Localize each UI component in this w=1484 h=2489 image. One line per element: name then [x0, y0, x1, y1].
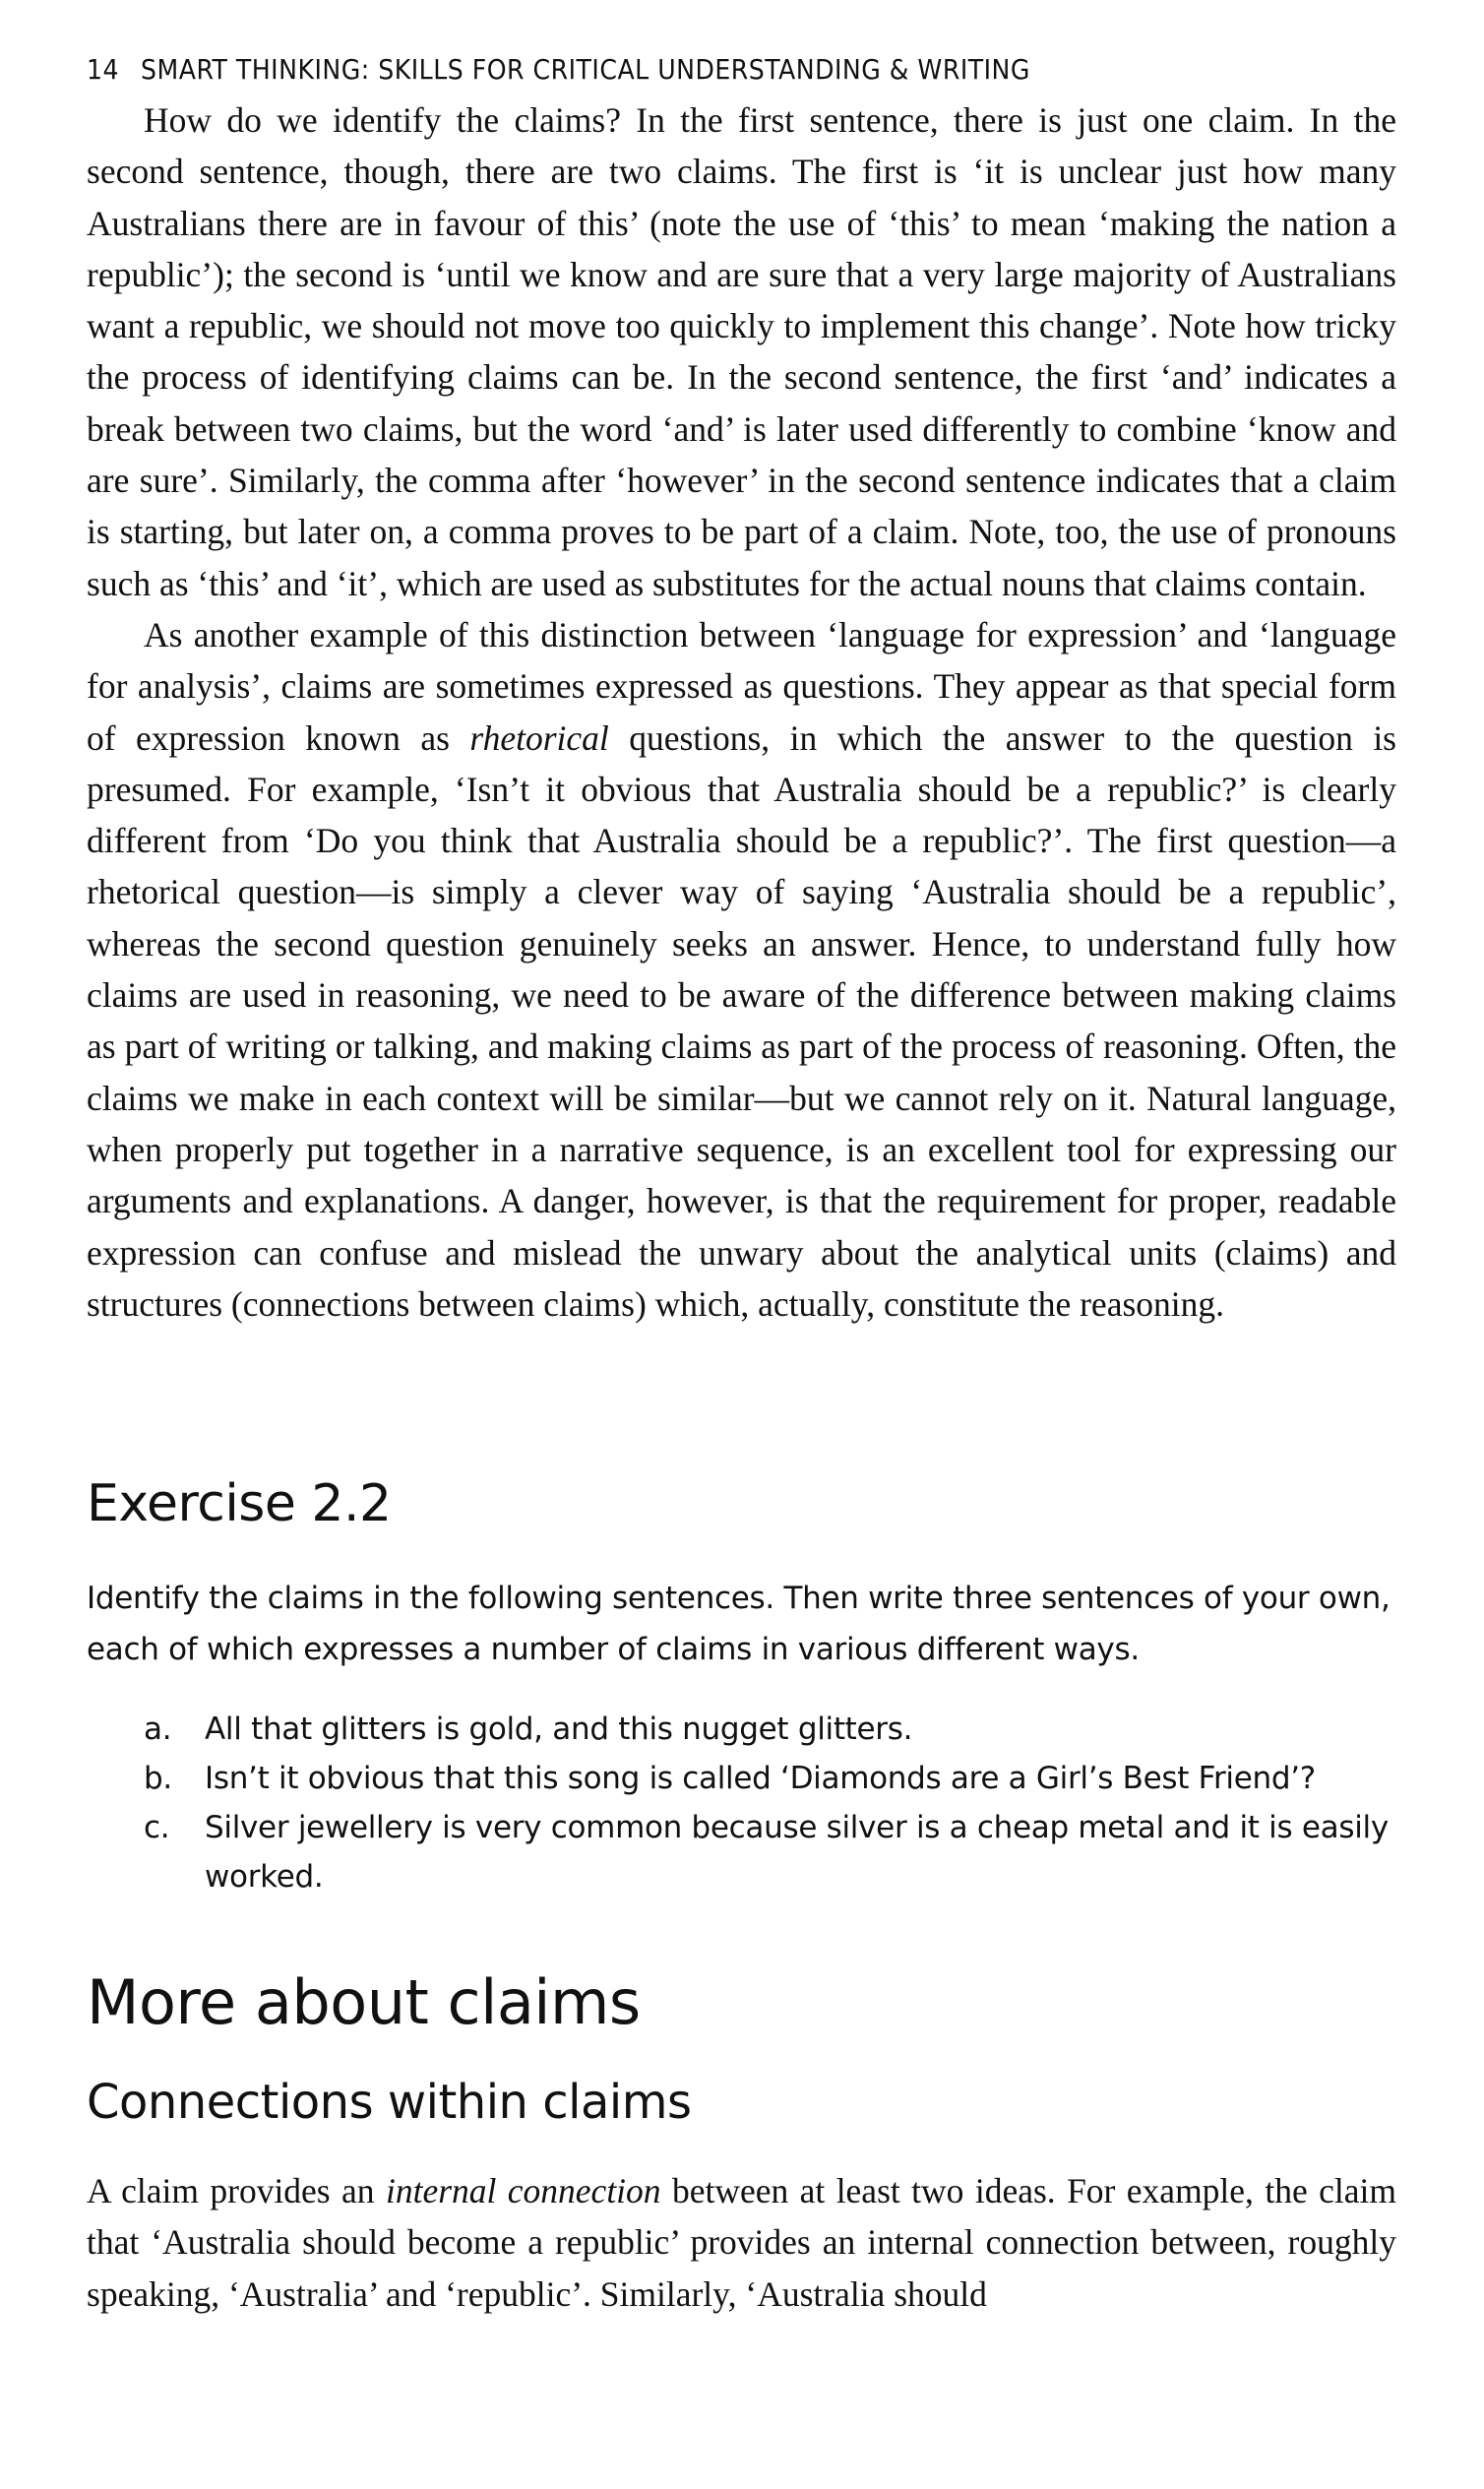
paragraph-text: How do we identify the claims? In the first sentence, there is just one claim. In the second sentence, though, there are two claims. The first is ‘it is unclear just how many Australians there are in favour of this’ (note the use of ‘this’ to mean ‘making the nation a republic’); the second is ‘until we know and are sure that a very large majority of Australians want a republic, we should not move too quickly to implement this change’. Note how tricky the process of identifying claims can be. In the second sentence, the first ‘and’ indicates a break between two claims, but the word ‘and’ is later used differently to combine ‘know and are sure’. Similarly, the comma after ‘however’ in the second sentence indicates that a claim is starting, but later on, a comma proves to be part of a claim. Note, too, the use of pronouns such as ‘this’ and ‘it’, which are used as substitutes for the actual nouns that claims contain. [87, 100, 1396, 603]
body-paragraph [87, 2165, 1396, 2320]
item-marker: c. [144, 1810, 170, 1845]
exercise-item [87, 1803, 1400, 1901]
exercise-list [87, 1705, 1400, 1901]
body-text-block [87, 94, 1396, 1330]
paragraph-text: A claim provides an [87, 2171, 386, 2210]
item-text: All that glitters is gold, and this nugget glitters. [205, 1711, 913, 1747]
page-number: 14 [87, 53, 120, 86]
section-heading: More about claims [87, 1966, 641, 2038]
body-paragraph [87, 94, 1396, 609]
paragraph-text: As another example of this distinction between ‘language for expression’ and ‘language for analysis’, claims are sometimes expressed as questions. They appear as that special form of expression known as [87, 614, 1396, 758]
body-text-block [87, 2165, 1396, 2320]
italic-term: internal connection [385, 2171, 661, 2210]
subsection-heading: Connections within claims [87, 2075, 692, 2130]
exercise-heading: Exercise 2.2 [87, 1474, 392, 1533]
exercise-item [87, 1705, 1400, 1754]
item-marker: b. [144, 1761, 172, 1796]
item-text: Isn’t it obvious that this song is called ‘Diamonds are a Girl’s Best Friend’? [205, 1761, 1316, 1796]
paragraph-text: questions, in which the answer to the question is presumed. For example, ‘Isn’t it obvious that Australia should be a republic?’ is clearly different from ‘Do you think that Australia should be a republic?’. The first question—a rhetorical question—is simply a clever way of saying ‘Australia should be a republic’, whereas the second question genuinely seeks an answer. Hence, to understand fully how claims are used in reasoning, we need to be aware of the difference between making claims as part of writing or talking, and making claims as part of the process of reasoning. Often, the claims we make in each context will be similar—but we cannot rely on it. Natural language, when properly put together in a narrative sequence, is an excellent tool for expressing our arguments and explanations. A danger, however, is that the requirement for proper, readable expression can confuse and mislead the unwary about the analytical units (claims) and structures (connections between claims) which, actually, constitute the reasoning. [87, 717, 1396, 1324]
item-marker: a. [144, 1711, 172, 1747]
body-paragraph [87, 609, 1396, 1330]
paragraph-text: between at least two ideas. For example, the claim that ‘Australia should become a republic’ provides an internal connection between, roughly speaking, ‘Australia’ and ‘republic’. Similarly, ‘Australia should [87, 2171, 1396, 2314]
running-head [87, 53, 1030, 86]
exercise-item [87, 1754, 1400, 1803]
italic-term: rhetorical [469, 717, 609, 758]
exercise-instructions: Identify the claims in the following sentences. Then write three sentences of your own, each of which expresses a number of claims in various different ways. [87, 1581, 1391, 1667]
item-text: Silver jewellery is very common because silver is a cheap metal and it is easily worked. [205, 1810, 1389, 1895]
book-title: SMART THINKING: SKILLS FOR CRITICAL UNDERSTANDING & WRITING [141, 53, 1030, 86]
